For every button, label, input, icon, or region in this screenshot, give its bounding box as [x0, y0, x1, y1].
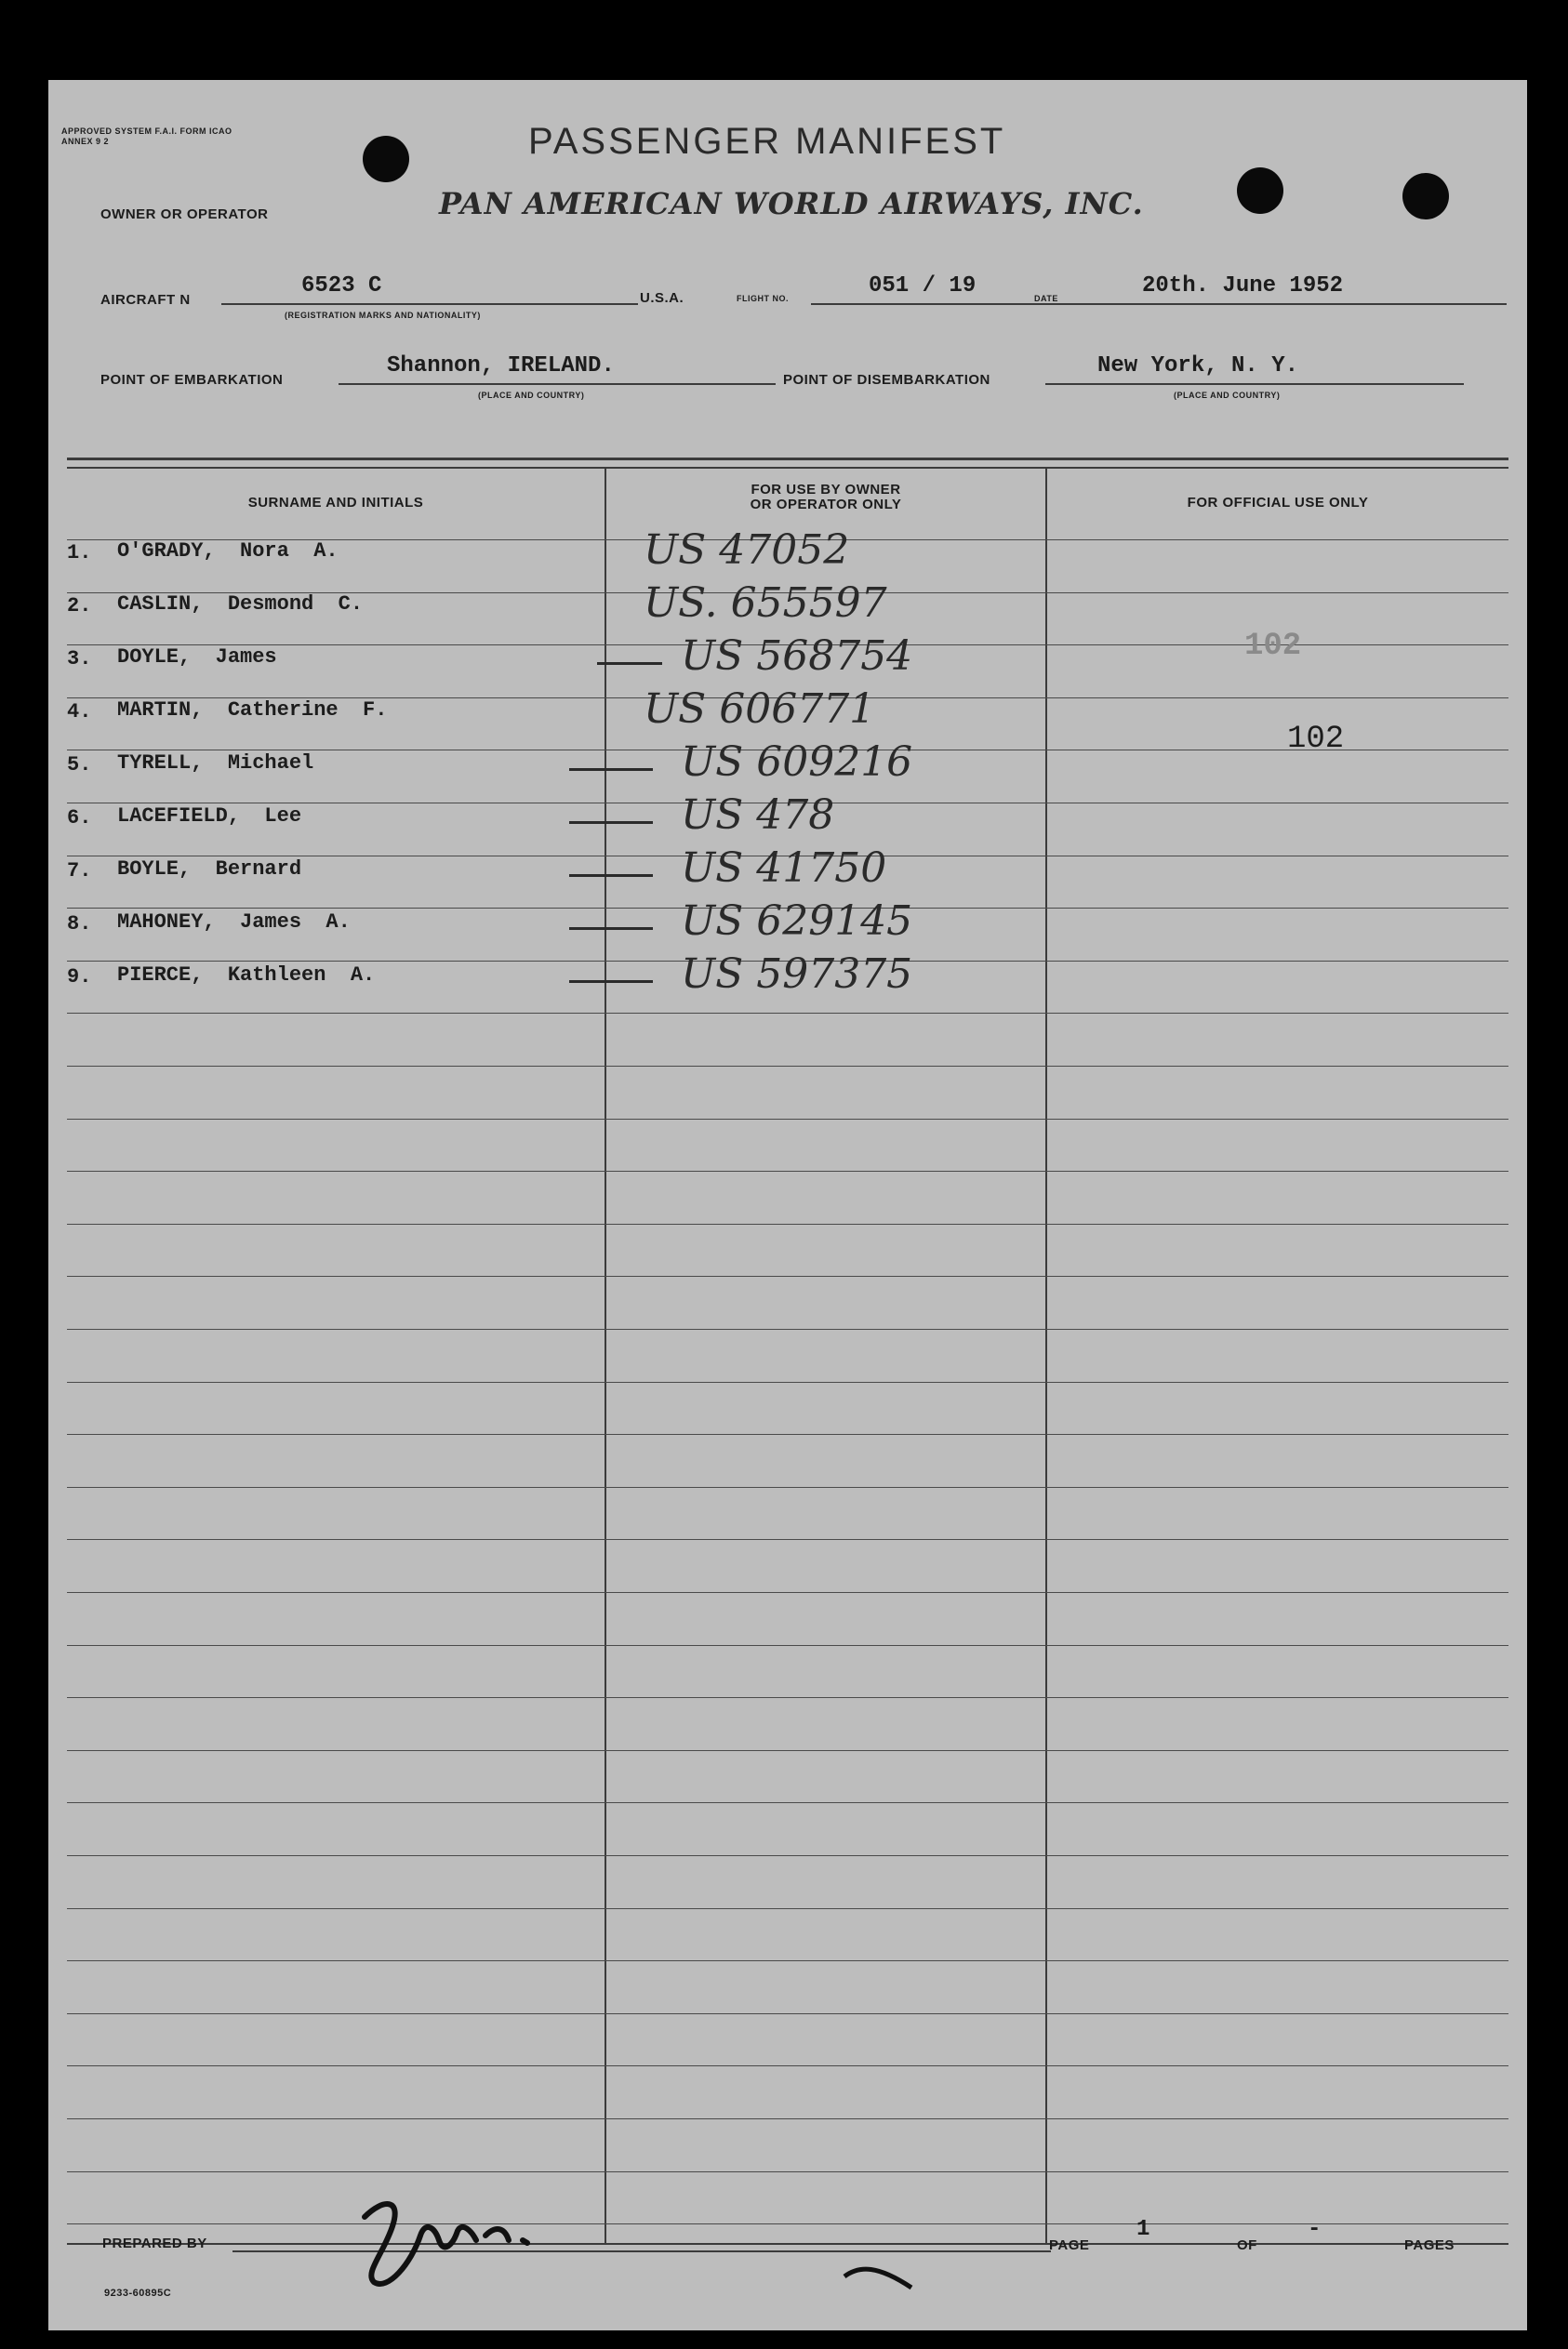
ruled-line — [67, 1329, 1508, 1330]
ruled-line — [67, 1382, 1508, 1383]
passenger-name: MARTIN, Catherine F. — [117, 698, 388, 722]
embarkation-underline — [339, 383, 776, 385]
date-underline — [1081, 303, 1507, 305]
disembarkation-value: New York, N. Y. — [1097, 353, 1299, 378]
approval-stamp: APPROVED SYSTEM F.A.I. FORM ICAO ANNEX 9 2 — [61, 126, 233, 146]
passenger-number: 4. — [67, 700, 92, 723]
column-header-surname: SURNAME AND INITIALS — [247, 495, 424, 511]
manifest-sheet — [48, 80, 1527, 2330]
ruled-line — [67, 2171, 1508, 2172]
ruled-line — [67, 1645, 1508, 1646]
check-dash — [569, 821, 653, 824]
ruled-line — [67, 2013, 1508, 2014]
check-dash — [569, 927, 653, 930]
ruled-line — [67, 1750, 1508, 1751]
check-dash — [569, 874, 653, 877]
prepared-by-label: PREPARED BY — [102, 2236, 207, 2251]
passenger-code: US 629145 — [681, 897, 913, 945]
passenger-name: BOYLE, Bernard — [117, 857, 302, 881]
passenger-number: 9. — [67, 965, 92, 989]
disembarkation-underline — [1045, 383, 1464, 385]
column-header-official: FOR OFFICIAL USE ONLY — [1187, 495, 1369, 511]
page-title: PASSENGER MANIFEST — [528, 121, 1006, 162]
ruled-line — [67, 1487, 1508, 1488]
page-label: PAGE — [1049, 2237, 1090, 2253]
passenger-code: US 478 — [681, 791, 835, 839]
of-value: - — [1308, 2217, 1322, 2242]
check-dash — [597, 662, 662, 665]
registration-caption: (REGISTRATION MARKS AND NATIONALITY) — [285, 311, 481, 320]
ruled-line — [67, 2065, 1508, 2066]
usa-label: U.S.A. — [640, 290, 684, 306]
ruled-line — [67, 1434, 1508, 1435]
passenger-number: 8. — [67, 912, 92, 936]
passenger-number: 5. — [67, 753, 92, 776]
passenger-name: TYRELL, Michael — [117, 751, 314, 775]
form-number: 9233-60895C — [104, 2288, 172, 2299]
ruled-line — [67, 1066, 1508, 1067]
ruled-line — [67, 1855, 1508, 1856]
ruled-line — [67, 1960, 1508, 1961]
passenger-name: PIERCE, Kathleen A. — [117, 963, 376, 987]
embarkation-label: POINT OF EMBARKATION — [100, 372, 284, 388]
column-header-owner-use-1: FOR USE BY OWNER — [751, 482, 901, 498]
official-mark-typed: 102 — [1287, 722, 1345, 757]
check-dash — [569, 768, 653, 771]
embarkation-caption: (PLACE AND COUNTRY) — [478, 391, 585, 400]
flight-underline — [811, 303, 1081, 305]
official-mark-faint: 102 — [1244, 629, 1302, 664]
ruled-line — [67, 1697, 1508, 1698]
aircraft-label: AIRCRAFT N — [100, 292, 191, 308]
punch-hole-right-1 — [1237, 167, 1283, 214]
aircraft-value: 6523 C — [301, 273, 382, 299]
ruled-line — [67, 1224, 1508, 1225]
ruled-line — [67, 2118, 1508, 2119]
ruled-line — [67, 1592, 1508, 1593]
pages-label: PAGES — [1404, 2237, 1455, 2253]
punch-hole-left — [363, 136, 409, 182]
passenger-name: MAHONEY, James A. — [117, 910, 351, 934]
table-bottom-rule — [67, 2243, 1508, 2245]
column-divider-1 — [605, 469, 606, 2245]
passenger-name: LACEFIELD, Lee — [117, 804, 302, 828]
date-value: 20th. June 1952 — [1142, 273, 1344, 299]
passenger-name: DOYLE, James — [117, 645, 277, 669]
table-top-rule-2 — [67, 467, 1508, 469]
ruled-line — [67, 1276, 1508, 1277]
checkmark — [841, 2260, 915, 2297]
ruled-line — [67, 2223, 1508, 2224]
column-divider-2 — [1045, 469, 1047, 2245]
passenger-number: 6. — [67, 806, 92, 829]
ruled-line — [67, 1539, 1508, 1540]
flight-label: FLIGHT NO. — [737, 294, 789, 303]
passenger-number: 2. — [67, 594, 92, 617]
ruled-line — [67, 1013, 1508, 1014]
page-value: 1 — [1136, 2217, 1150, 2242]
passenger-name: O'GRADY, Nora A. — [117, 539, 339, 563]
aircraft-underline — [221, 303, 638, 305]
passenger-number: 7. — [67, 859, 92, 883]
passenger-code: US 597375 — [681, 950, 913, 998]
passenger-name: CASLIN, Desmond C. — [117, 592, 364, 616]
passenger-code: US 609216 — [681, 738, 913, 786]
table-top-rule-1 — [67, 458, 1508, 460]
passenger-code: US 47052 — [644, 526, 850, 574]
passenger-code: US 568754 — [681, 632, 913, 680]
company-name: PAN AMERICAN WORLD AIRWAYS, INC. — [439, 186, 1144, 221]
passenger-code: US 606771 — [644, 685, 876, 733]
passenger-number: 3. — [67, 647, 92, 670]
flight-value: 051 / 19 — [869, 273, 977, 299]
passenger-code: US 41750 — [681, 844, 887, 892]
owner-label: OWNER OR OPERATOR — [100, 206, 269, 222]
ruled-line — [67, 1802, 1508, 1803]
ruled-line — [67, 1119, 1508, 1120]
passenger-code: US. 655597 — [644, 579, 887, 627]
embarkation-value: Shannon, IRELAND. — [387, 353, 615, 378]
check-dash — [569, 980, 653, 983]
ruled-line — [67, 1171, 1508, 1172]
signature — [346, 2189, 569, 2291]
of-label: OF — [1237, 2237, 1257, 2253]
passenger-number: 1. — [67, 541, 92, 564]
date-label: DATE — [1034, 294, 1058, 303]
ruled-line — [67, 1908, 1508, 1909]
punch-hole-right-2 — [1402, 173, 1449, 219]
column-header-owner-use-2: OR OPERATOR ONLY — [750, 497, 902, 512]
disembarkation-caption: (PLACE AND COUNTRY) — [1174, 391, 1281, 400]
disembarkation-label: POINT OF DISEMBARKATION — [783, 372, 990, 388]
